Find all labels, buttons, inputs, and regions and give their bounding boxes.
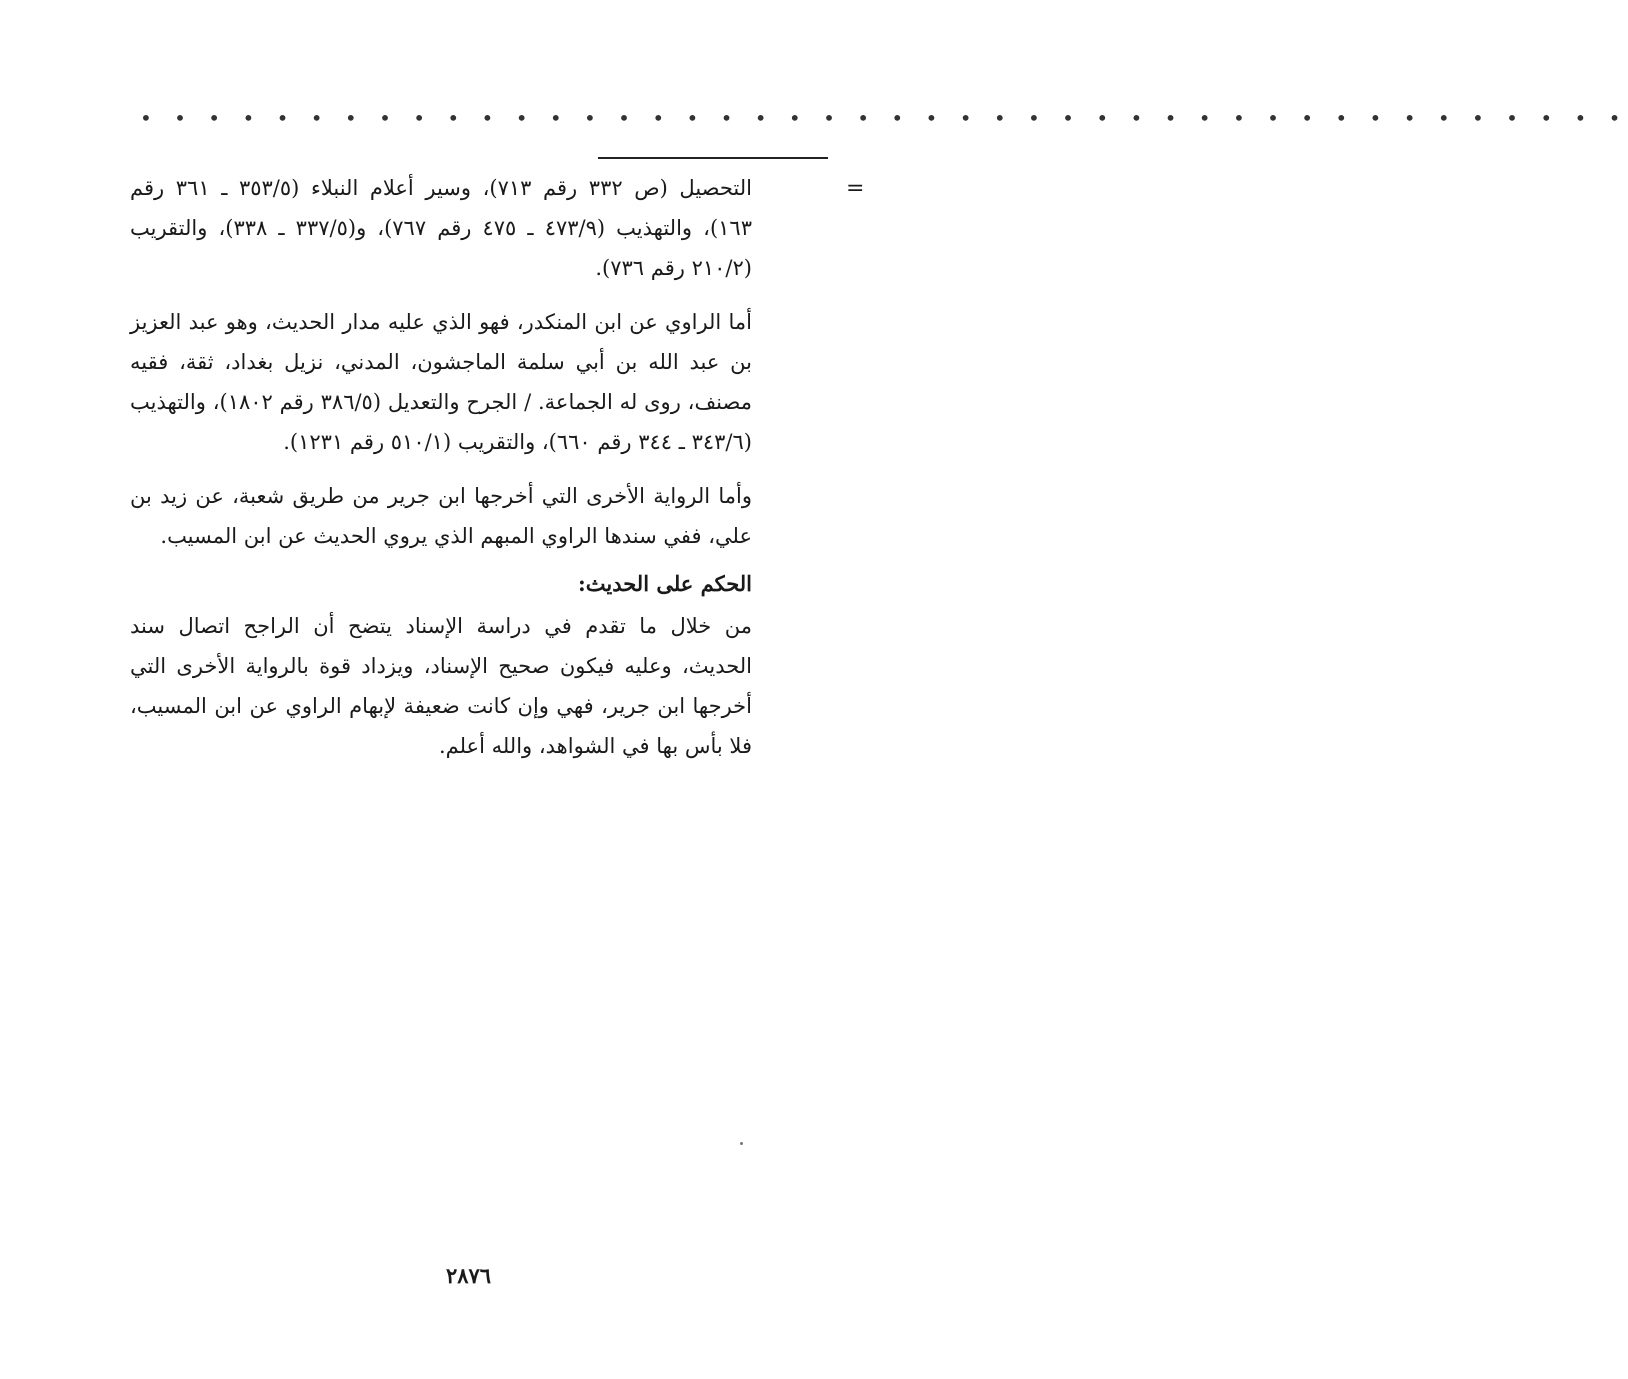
paragraph-other-narration: وأما الرواية الأخرى التي أخرجها ابن جرير من طريق شعبة، عن زيد بن علي، ففي سندها الراوي المبهم الذي يروي الحديث عن ابن المسيب. [130,484,752,548]
section-heading-verdict: الحكم على الحديث: [578,571,752,596]
continuation-mark: = [846,176,865,201]
footnote-paragraph-sources: التحصيل (ص ٣٣٢ رقم ٧١٣)، وسير أعلام النبلاء (٣٥٣/٥ ـ ٣٦١ رقم ١٦٣)، والتهذيب (٤٧٣/٩ ـ ٤٧٥ رقم ٧٦٧)، و(٣٣٧/٥ ـ ٣٣٨)، والتقريب (٢١٠/٢ رقم ٧٣٦). [130,176,752,280]
page-body [130,168,752,780]
paragraph-narrator: أما الراوي عن ابن المنكدر، فهو الذي عليه مدار الحديث، وهو عبد العزيز بن عبد الله بن أبي سلمة الماجشون، المدني، نزيل بغداد، ثقة، فقيه مصنف، روى له الجماعة. / الجرح والتعديل (٣٨٦/٥ رقم ١٨٠٢)، والتهذيب (٣٤٣/٦ ـ ٣٤٤ رقم ٦٦٠)، والتقريب (٥١٠/١ رقم ١٢٣١). [130,310,753,454]
scan-speck [740,1142,743,1145]
footnote-rule [598,157,828,159]
dotted-rule: • • • • • • • • • • • • • • • • • • • • • • • • • • • • • • • • • • • • • • • • • • • • [140,106,1628,130]
page-number: ٢٨٧٦ [445,1263,492,1288]
paragraph-verdict: من خلال ما تقدم في دراسة الإسناد يتضح أن الراجح اتصال سند الحديث، وعليه فيكون صحيح الإسناد، ويزداد قوة بالرواية الأخرى التي أخرجها ابن جرير، فهي وإن كانت ضعيفة لإبهام الراوي عن ابن المسيب، فلا بأس بها في الشواهد، والله أعلم. [130,614,752,758]
